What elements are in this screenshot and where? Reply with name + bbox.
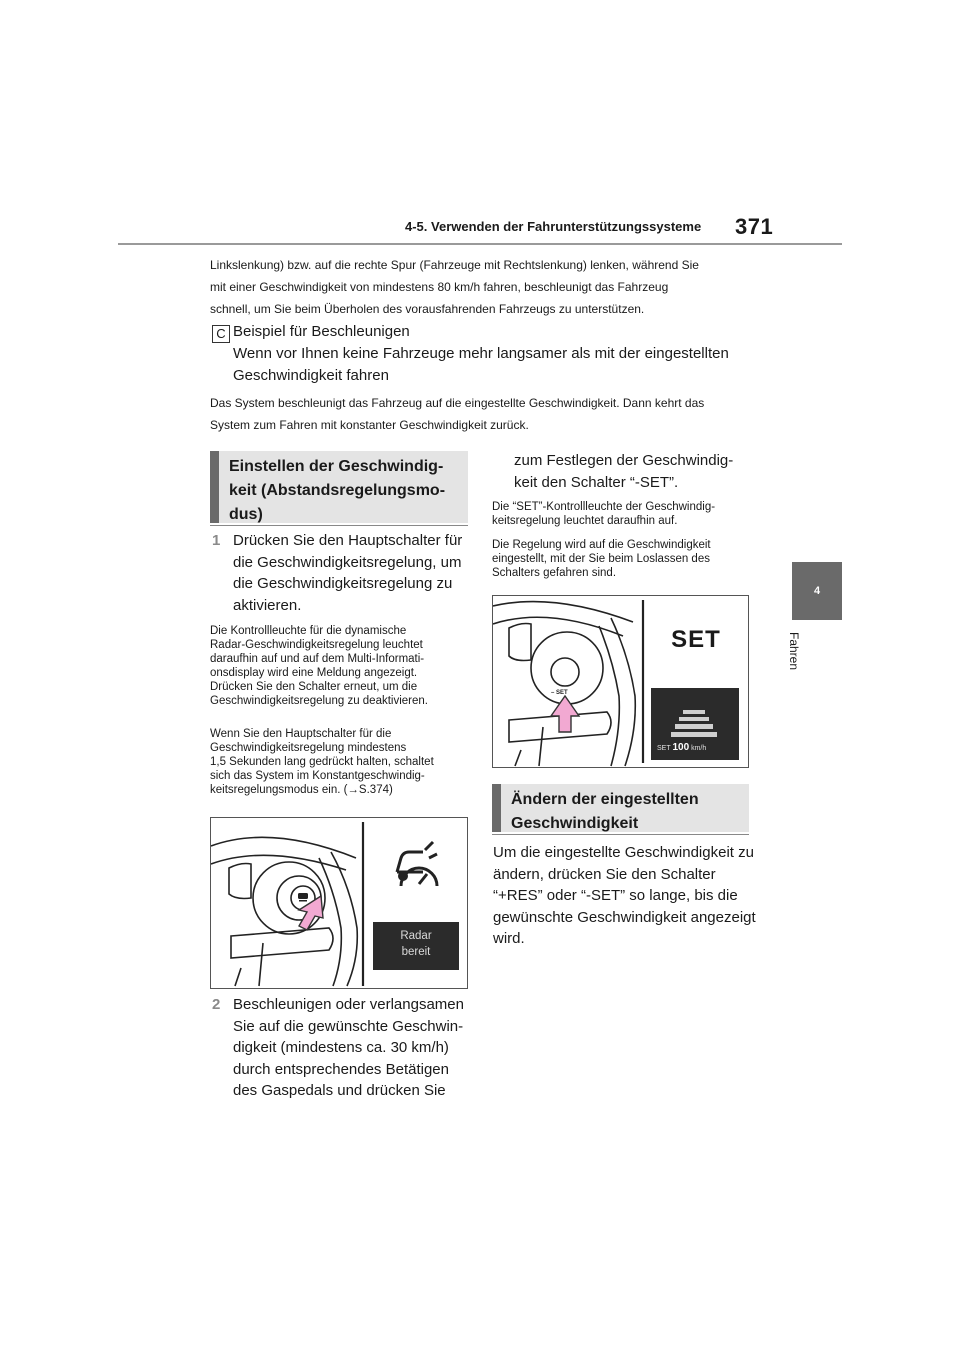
figure-steering-main-switch bbox=[210, 817, 468, 989]
section-heading-change-speed bbox=[492, 784, 749, 832]
note-line: Die Kontrollleuchte für die dynamische bbox=[210, 625, 407, 637]
set-speed-readout bbox=[657, 742, 706, 753]
section-heading-set-speed bbox=[210, 451, 468, 523]
note-4 bbox=[492, 538, 711, 580]
change-speed-text bbox=[493, 842, 756, 950]
step-2-number: 2 bbox=[212, 996, 221, 1013]
page-number: 371 bbox=[735, 214, 774, 239]
note-line: keitsregelung leuchtet daraufhin auf. bbox=[492, 515, 678, 527]
note-line: Schalters gefahren sind. bbox=[492, 567, 617, 579]
intro-paragraph bbox=[210, 254, 699, 320]
note-line: Radar-Geschwindigkeitsregelung leuchtet bbox=[210, 639, 423, 651]
change-speed-line: gewünschte Geschwindigkeit angezeigt bbox=[493, 908, 756, 926]
step-1-line: die Geschwindigkeitsregelung zu bbox=[233, 575, 453, 592]
radar-cruise-switch-icon bbox=[298, 893, 308, 902]
example-c-desc-line: System zum Fahren mit konstanter Geschwindigkeit zurück. bbox=[210, 418, 529, 432]
radar-ready-message bbox=[373, 928, 459, 960]
radar-cruise-indicator-icon bbox=[397, 842, 437, 886]
step-2-line: durch entsprechendes Betätigen bbox=[233, 1060, 449, 1078]
radar-ready-line: Radar bbox=[400, 930, 432, 942]
change-speed-line: ändern, drücken Sie den Schalter bbox=[493, 865, 716, 883]
note-line: eingestellt, mit der Sie beim Loslassen des bbox=[492, 553, 710, 565]
example-c-block bbox=[233, 321, 729, 387]
note-line: 1,5 Sekunden lang gedrückt halten, schaltet bbox=[210, 756, 434, 768]
note-line: onsdisplay wird eine Meldung angezeigt. bbox=[210, 667, 418, 679]
heading-line: Ändern der eingestellten bbox=[511, 791, 699, 808]
note-3 bbox=[492, 500, 715, 528]
change-speed-line: “+RES” oder “-SET” so lange, bis die bbox=[493, 887, 738, 904]
set-indicator-label: SET bbox=[671, 626, 721, 653]
note-line: daraufhin auf und auf dem Multi-Informati- bbox=[210, 653, 425, 665]
set-speed-value: 100 bbox=[672, 742, 690, 753]
change-speed-line: wird. bbox=[493, 930, 525, 947]
chapter-label-text: Fahren bbox=[787, 632, 801, 671]
heading-underline bbox=[210, 525, 468, 526]
note-line: Die “SET”-Kontrollleuchte der Geschwindig- bbox=[492, 501, 716, 513]
set-switch-label: – SET bbox=[551, 690, 568, 696]
step-2-line: Sie auf die gewünschte Geschwin- bbox=[233, 1017, 464, 1035]
intro-line: Linkslenkung) bzw. auf die rechte Spur (Fahrzeuge mit Rechtslenkung) lenken, während Sie bbox=[210, 258, 699, 272]
set-speed-unit: km/h bbox=[691, 745, 707, 752]
heading-line: keit (Abstandsregelungsmo- bbox=[229, 482, 446, 499]
note-line: Die Regelung wird auf die Geschwindigkeit bbox=[492, 539, 711, 551]
example-c-desc-line: Das System beschleunigt das Fahrzeug auf die eingestellte Geschwindigkeit. Dann kehrt das bbox=[210, 396, 705, 410]
step-2-line: zum Festlegen der Geschwindig- bbox=[514, 452, 734, 469]
heading-line: dus) bbox=[229, 506, 263, 523]
step-2-line: keit den Schalter “-SET”. bbox=[514, 473, 679, 491]
step-1 bbox=[212, 530, 461, 616]
section-header: 4-5. Verwenden der Fahrunterstützungssysteme bbox=[405, 219, 702, 234]
example-c-line: Wenn vor Ihnen keine Fahrzeuge mehr langsamer als mit der eingestellten bbox=[233, 345, 729, 362]
note-2 bbox=[210, 727, 434, 797]
step-2 bbox=[212, 994, 463, 1102]
steering-wheel-illustration bbox=[211, 818, 467, 988]
note-line: Geschwindigkeitsregelung zu deaktivieren. bbox=[210, 695, 428, 707]
radar-ready-line: bereit bbox=[401, 946, 431, 958]
note-line: keitsregelungsmodus ein. (→S.374) bbox=[210, 784, 393, 796]
example-c-title: Beispiel für Beschleunigen bbox=[233, 323, 410, 340]
figure-steering-set-switch bbox=[492, 595, 749, 768]
chapter-label bbox=[781, 632, 811, 676]
example-c-line: Geschwindigkeit fahren bbox=[233, 367, 389, 384]
note-line: sich das System im Konstantgeschwindig- bbox=[210, 770, 425, 782]
steering-wheel-illustration bbox=[493, 596, 748, 767]
intro-line: schnell, um Sie beim Überholen des vorausfahrenden Fahrzeugs zu unterstützen. bbox=[210, 302, 645, 316]
step-2-continued bbox=[514, 450, 733, 493]
step-2-line: des Gaspedals und drücken Sie bbox=[233, 1082, 446, 1099]
heading-underline bbox=[492, 834, 749, 835]
note-1 bbox=[210, 624, 428, 708]
chapter-tab[interactable]: 4 bbox=[792, 562, 842, 620]
example-marker-c: C bbox=[212, 325, 230, 343]
note-line: Wenn Sie den Hauptschalter für die bbox=[210, 728, 392, 740]
step-2-line: Beschleunigen oder verlangsamen bbox=[233, 996, 464, 1013]
change-speed-line: Um die eingestellte Geschwindigkeit zu bbox=[493, 844, 754, 861]
step-1-line: die Geschwindigkeitsregelung, um bbox=[233, 553, 462, 571]
header-rule bbox=[118, 243, 842, 245]
step-1-number: 1 bbox=[212, 532, 221, 549]
heading-line: Einstellen der Geschwindig- bbox=[229, 458, 444, 475]
step-2-line: digkeit (mindestens ca. 30 km/h) bbox=[233, 1039, 449, 1056]
heading-line: Geschwindigkeit bbox=[511, 815, 639, 832]
note-line: Drücken Sie den Schalter erneut, um die bbox=[210, 681, 418, 693]
note-line: Geschwindigkeitsregelung mindestens bbox=[210, 742, 407, 754]
intro-line: mit einer Geschwindigkeit von mindestens 80 km/h fahren, beschleunigt das Fahrzeug bbox=[210, 280, 669, 294]
step-1-line: Drücken Sie den Hauptschalter für bbox=[233, 532, 463, 549]
set-speed-prefix: SET bbox=[657, 745, 671, 752]
example-c-description bbox=[210, 392, 704, 436]
step-1-line: aktivieren. bbox=[233, 596, 302, 614]
